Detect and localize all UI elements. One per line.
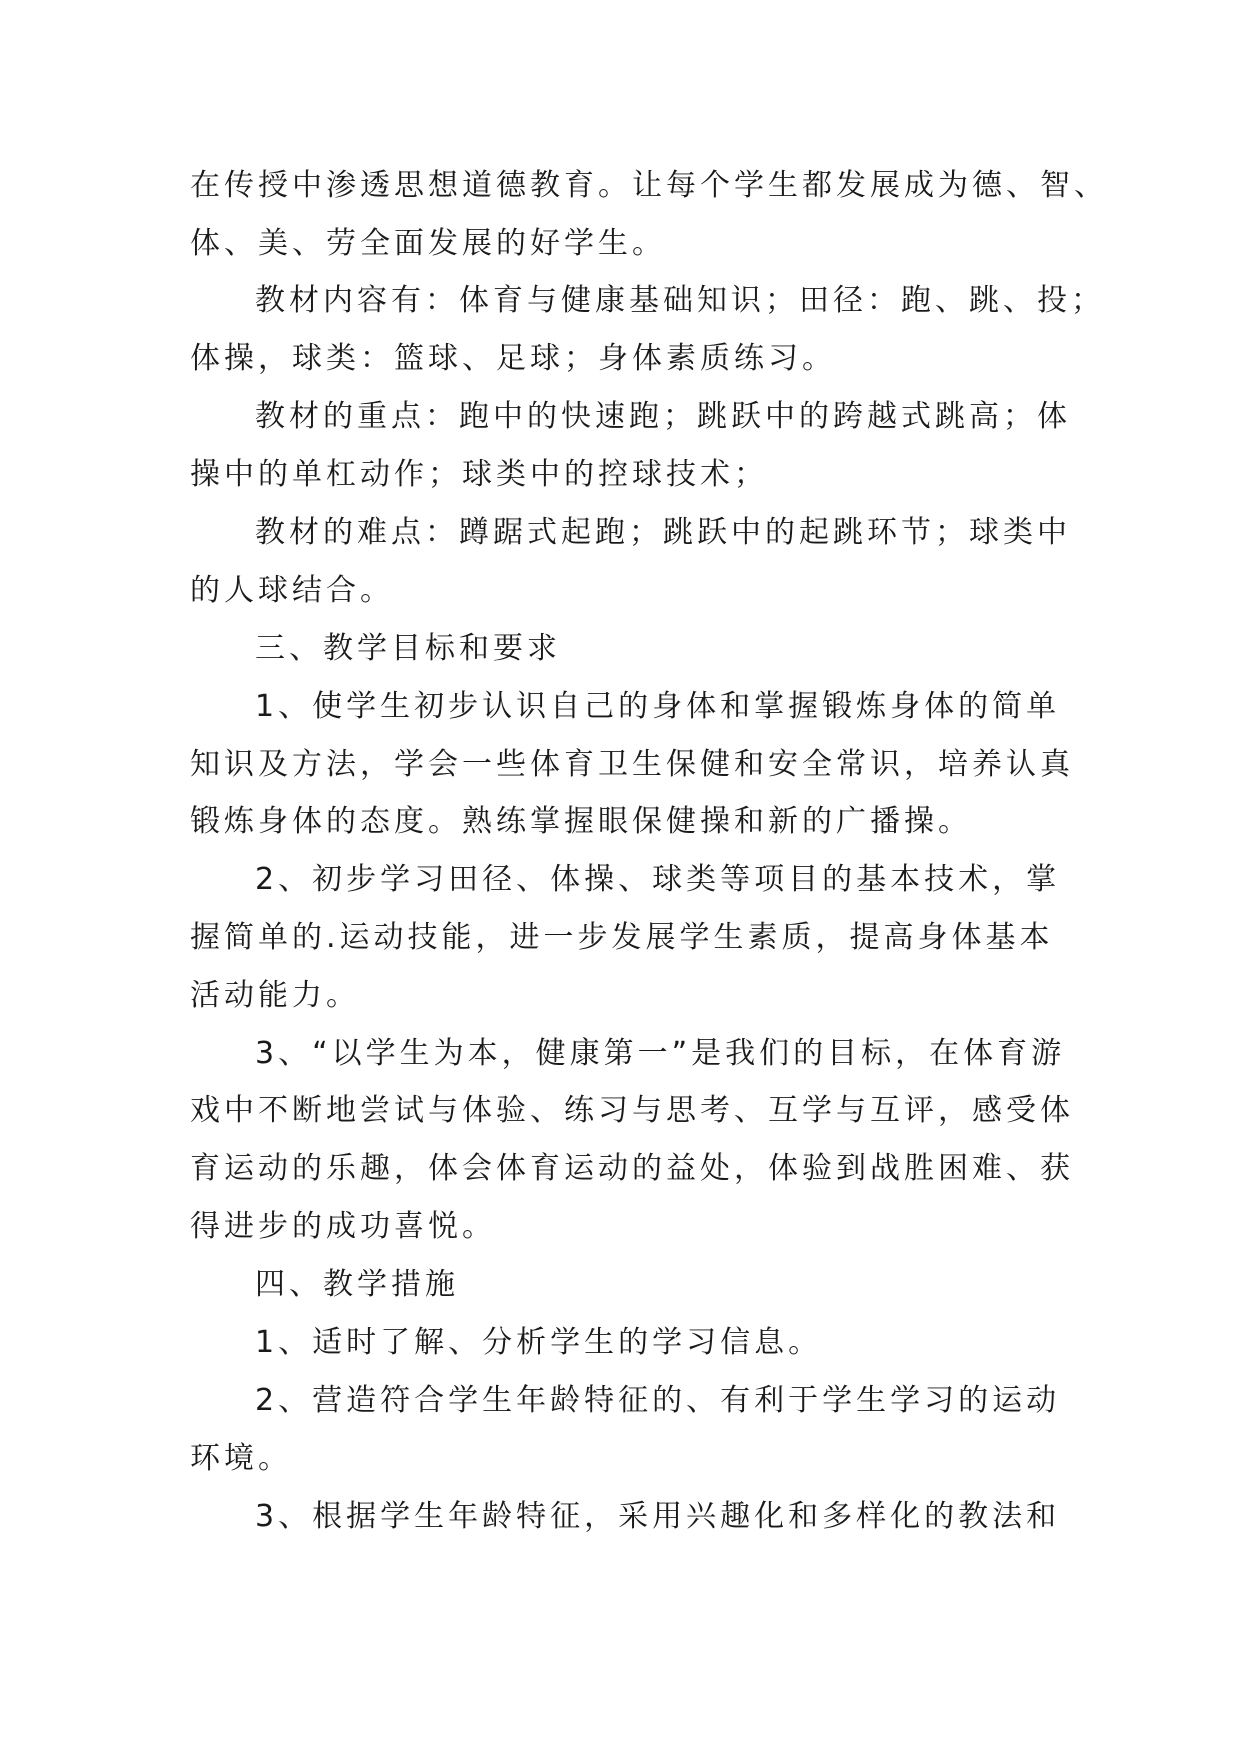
text-line: 3、“以学生为本，健康第一”是我们的目标，在体育游 [255, 1036, 1066, 1071]
text-line: 锻炼身体的态度。熟练掌握眼保健操和新的广播操。 [190, 804, 972, 839]
text-line: 1、使学生初步认识自己的身体和掌握锻炼身体的简单 [255, 689, 1061, 724]
text-line: 1、适时了解、分析学生的学习信息。 [255, 1325, 823, 1360]
text-line: 环境。 [190, 1441, 292, 1476]
text-line: 知识及方法，学会一些体育卫生保健和安全常识，培养认真 [190, 747, 1074, 782]
text-line: 体、美、劳全面发展的好学生。 [190, 226, 666, 261]
text-line: 体操，球类：篮球、足球；身体素质练习。 [190, 341, 836, 376]
text-line: 得进步的成功喜悦。 [190, 1209, 496, 1244]
section-heading: 四、教学措施 [255, 1267, 459, 1302]
text-line: 教材的重点：跑中的快速跑；跳跃中的跨越式跳高；体 [255, 399, 1071, 434]
text-line: 戏中不断地尝试与体验、练习与思考、互学与互评，感受体 [190, 1093, 1074, 1128]
text-line: 2、初步学习田径、体操、球类等项目的基本技术，掌 [255, 862, 1061, 897]
text-line: 3、根据学生年龄特征，采用兴趣化和多样化的教法和 [255, 1499, 1061, 1534]
text-line: 操中的单杠动作；球类中的控球技术； [190, 457, 768, 492]
section-heading: 三、教学目标和要求 [255, 631, 561, 666]
text-line: 活动能力。 [190, 978, 360, 1013]
text-line: 的人球结合。 [190, 573, 394, 608]
text-line: 在传授中渗透思想道德教育。让每个学生都发展成为德、智、 [190, 168, 1108, 203]
text-line: 教材内容有：体育与健康基础知识；田径：跑、跳、投； [255, 283, 1105, 318]
text-line: 2、营造符合学生年龄特征的、有利于学生学习的运动 [255, 1383, 1061, 1418]
text-line: 握简单的.运动技能，进一步发展学生素质，提高身体基本 [190, 920, 1054, 955]
text-line: 育运动的乐趣，体会体育运动的益处，体验到战胜困难、获 [190, 1151, 1074, 1186]
text-line: 教材的难点：蹲踞式起跑；跳跃中的起跳环节；球类中 [255, 515, 1071, 550]
